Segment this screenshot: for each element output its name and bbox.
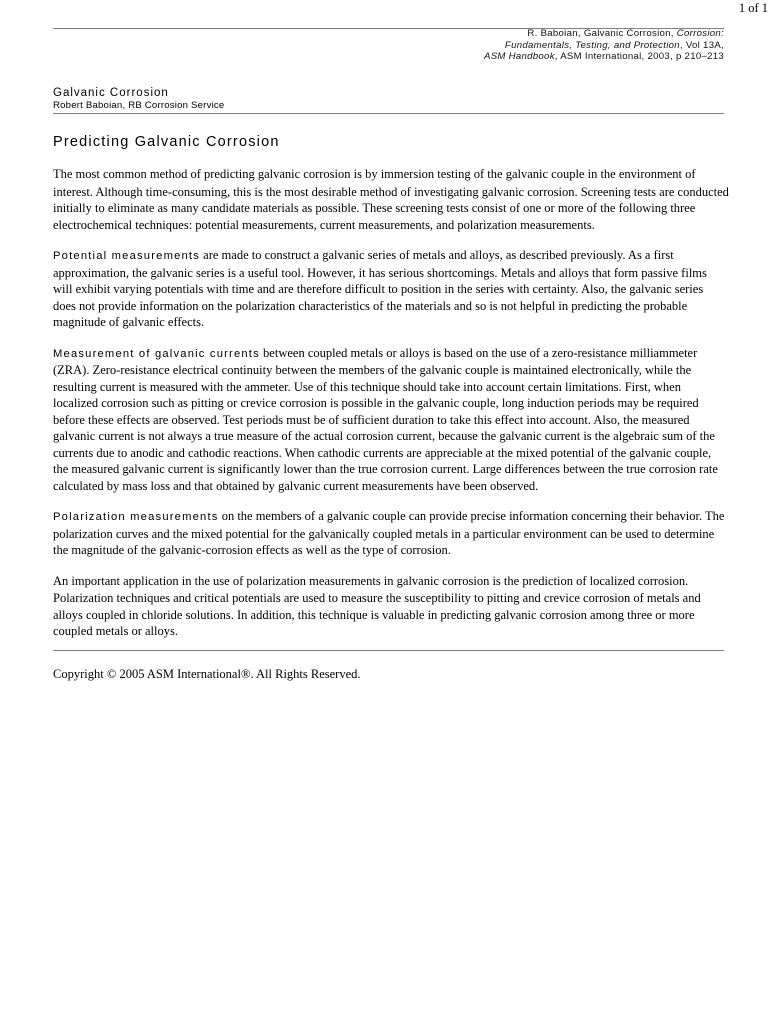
section-heading: Predicting Galvanic Corrosion [53,134,280,150]
paragraph-lead: Measurement of galvanic currents [53,347,260,360]
paragraph [53,166,729,233]
paragraph-text: The most common method of predicting galvanic corrosion is by immersion testing of the galvanic couple in the environment of interest. Although time-consuming, this is the most desirable method of investigating galvanic corrosion. Screening tests are conducted initially to eliminate as many candidate materials as possible. These screening tests consist of one or more of the following three electrochemical techniques: potential measurements, current measurements, and polarization measurements. [53,167,729,232]
paragraph [53,508,729,559]
paragraph-text: on the members of a galvanic couple can provide precise information concerning their behavior. The polarization curves and the mixed potential for the galvanically coupled metals in a particular environment can be used to determine the magnitude of the galvanic-corrosion effects as well as the type of corrosion. [53,509,725,557]
article-body [53,166,729,654]
paragraph-text: between coupled metals or alloys is based on the use of a zero-resistance milliammeter (ZRA). Zero-resistance electrical continuity between the members of the galvanic couple is maintained electronically, while the resulting current is measured with the ammeter. Use of this technique should take into account certain limitations. First, when localized corrosion such as pitting or crevice corrosion is possible in the galvanic couple, long induction periods may be required before these effects are observed. Test periods must be of sufficient duration to take this effect into account. Also, the measured galvanic current is not always a true measure of the actual corrosion current, because the galvanic current is the algebraic sum of the currents due to anodic and cathodic reactions. When cathodic currents are appreciable at the mixed potential of the galvanic couple, the measured galvanic current is significantly lower than the true corrosion current. Large differences between the true corrosion rate calculated by mass loss and that obtained by galvanic current measurements have been observed. [53,345,718,493]
paragraph-text: An important application in the use of polarization measurements in galvanic corrosion is the prediction of localized corrosion. Polarization techniques and critical potentials are used to measure the susceptibility to pitting and crevice corrosion of metals and alloys coupled in chloride solutions. In addition, this technique is valuable in predicting galvanic corrosion among three or more coupled metals or alloys. [53,573,701,638]
paragraph-lead: Polarization measurements [53,511,219,523]
citation [484,28,724,63]
copyright: Copyright © 2005 ASM International®. All Rights Reserved. [53,667,361,681]
citation-volume: , Vol 13A, [679,39,724,51]
footer-divider [53,650,724,651]
article-title: Galvanic Corrosion [53,87,169,99]
article-author: Robert Baboian, RB Corrosion Service [53,100,225,111]
citation-publisher: , ASM International, 2003, p 210–213 [554,51,725,63]
citation-book-title: Corrosion: Fundamentals, Testing, and Protection [504,28,724,51]
citation-series: ASM Handbook [484,51,555,63]
paragraph [53,345,729,495]
paragraph [53,247,729,331]
title-divider [53,113,724,114]
page-number: 1 of 1 [738,1,768,15]
paragraph-text: are made to construct a galvanic series of metals and alloys, as described previously. As a first approximation, the galvanic series is a useful tool. However, it has serious shortcomings. Metals and alloys that form passive films will exhibit varying potentials with time and are therefore difficult to position in the series with certainty. Also, the galvanic series does not provide information on the polarization characteristics of the materials and so is not helpful in predicting the probable magnitude of galvanic effects. [53,248,707,329]
paragraph-lead: Potential measurements [53,250,201,262]
paragraph [53,573,729,640]
citation-author: R. Baboian, Galvanic Corrosion, [527,28,677,39]
